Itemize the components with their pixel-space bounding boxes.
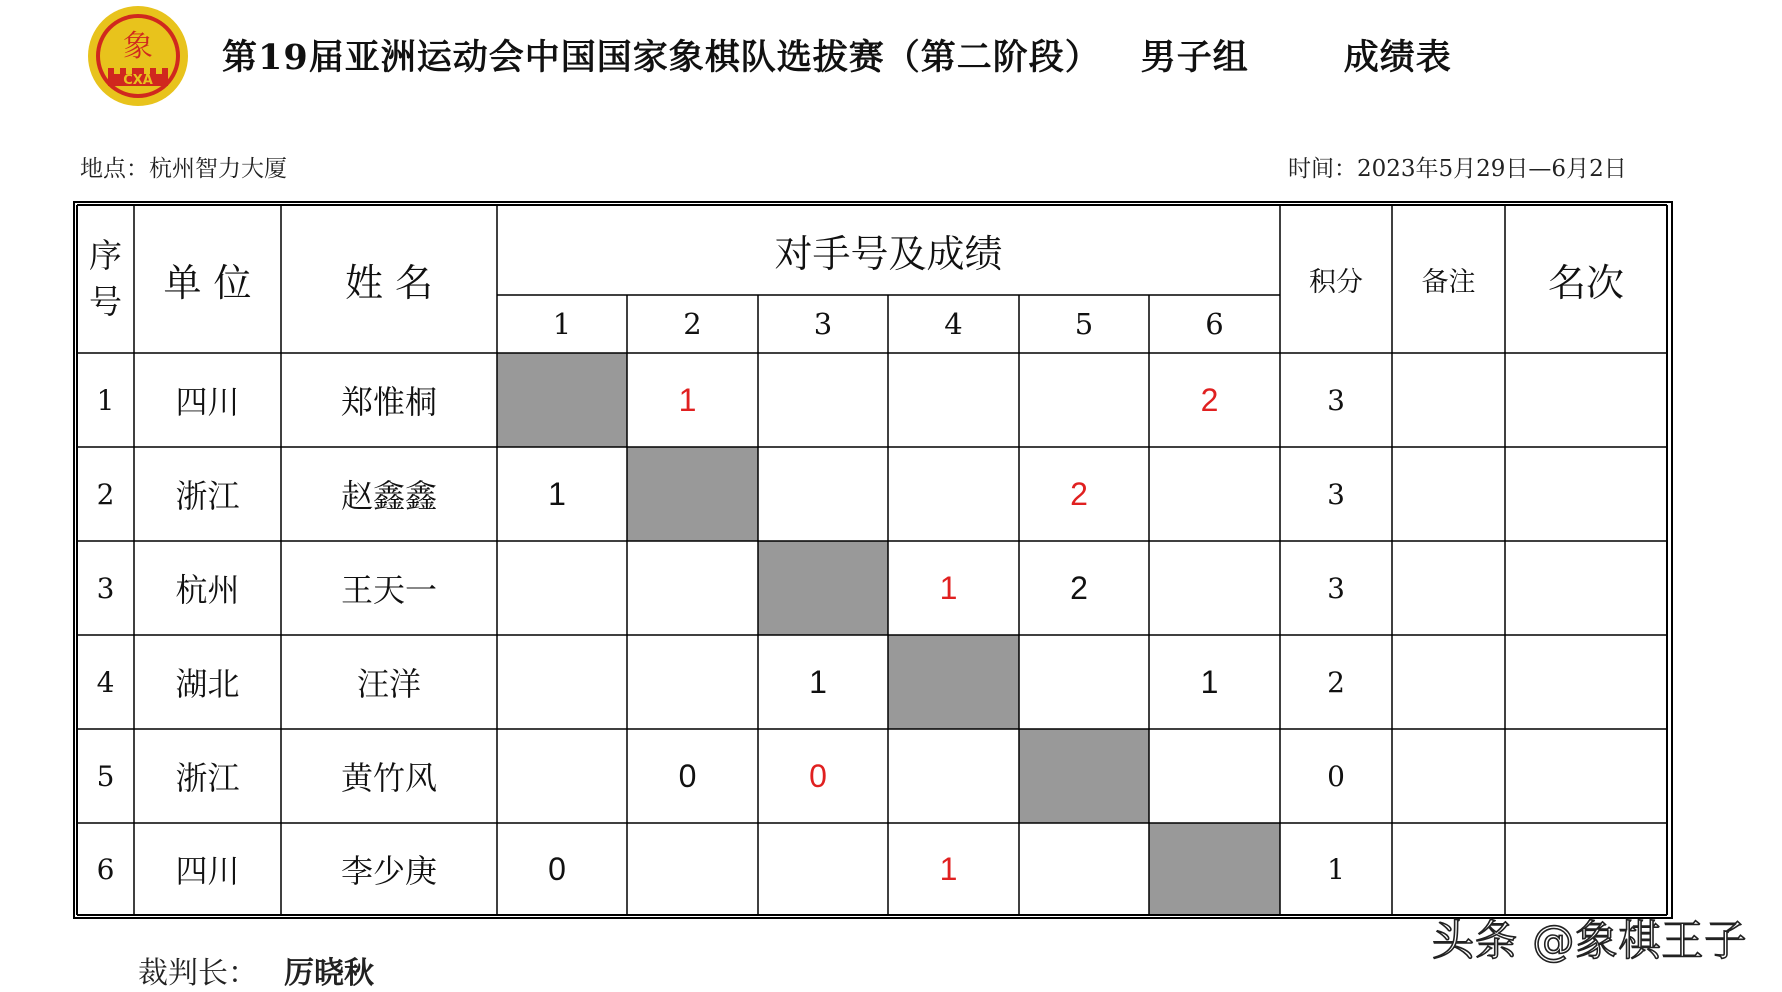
score-cell <box>1149 541 1280 635</box>
row-points: 0 <box>1327 759 1345 793</box>
score-cell: 2 <box>1070 569 1088 606</box>
row-rank <box>1505 823 1667 915</box>
score-cell <box>1149 729 1280 823</box>
title-type: 成绩表 <box>1343 37 1452 78</box>
header-name: 姓 名 <box>344 260 434 305</box>
chief-referee <box>138 948 374 992</box>
row-unit: 浙江 <box>175 759 240 797</box>
score-cell: 0 <box>678 757 697 794</box>
row-unit: 湖北 <box>175 665 240 703</box>
title-main: 第19届亚洲运动会中国国家象棋队选拔赛（第二阶段） <box>222 37 1101 78</box>
referee-label: 裁判长： <box>138 956 258 991</box>
row-player-name: 黄竹风 <box>340 759 437 797</box>
score-cell: 1 <box>678 381 697 418</box>
row-points: 2 <box>1327 665 1345 699</box>
row-unit: 四川 <box>175 852 240 890</box>
score-cell: 1 <box>1200 663 1219 700</box>
row-seq: 2 <box>96 477 115 511</box>
watermark-text: 头条 @象棋王子 <box>1432 916 1748 965</box>
row-unit: 浙江 <box>175 477 240 515</box>
header-notes: 备注 <box>1421 266 1476 298</box>
row-points: 3 <box>1327 571 1345 605</box>
row-rank <box>1505 447 1667 541</box>
score-cell <box>1019 729 1149 823</box>
row-notes <box>1392 729 1505 823</box>
score-cell: 1 <box>548 475 566 512</box>
referee-name: 厉晓秋 <box>284 956 374 991</box>
header-rank: 名次 <box>1547 260 1624 305</box>
row-notes <box>1392 541 1505 635</box>
score-cell: 2 <box>1200 381 1219 418</box>
row-rank <box>1505 541 1667 635</box>
header-opponent-number: 6 <box>1205 307 1224 341</box>
row-seq: 5 <box>96 759 115 793</box>
score-cell <box>758 823 888 915</box>
score-cell <box>497 541 627 635</box>
row-player-name: 郑惟桐 <box>340 383 437 421</box>
row-unit: 四川 <box>175 383 240 421</box>
row-notes <box>1392 353 1505 447</box>
row-player-name: 赵鑫鑫 <box>340 477 437 515</box>
title-group: 男子组 <box>1140 37 1249 78</box>
score-cell <box>627 447 758 541</box>
score-cell <box>497 729 627 823</box>
row-seq: 6 <box>96 852 115 886</box>
svg-text:CXA: CXA <box>123 73 153 88</box>
score-cell <box>888 447 1019 541</box>
score-cell <box>627 541 758 635</box>
score-cell <box>627 635 758 729</box>
row-notes <box>1392 447 1505 541</box>
row-seq: 1 <box>96 383 115 417</box>
header-opponent-number: 3 <box>813 307 833 341</box>
row-seq: 3 <box>96 571 115 605</box>
date-range-text: 时间：2023年5月29日—6月2日 <box>1288 156 1627 182</box>
row-rank <box>1505 729 1667 823</box>
score-cell <box>1149 823 1280 915</box>
score-cell <box>627 823 758 915</box>
score-cell <box>888 353 1019 447</box>
row-rank <box>1505 353 1667 447</box>
score-cell: 1 <box>939 850 958 887</box>
score-cell: 0 <box>548 850 566 887</box>
row-player-name: 汪洋 <box>356 665 421 703</box>
score-cell <box>1149 447 1280 541</box>
row-player-name: 李少庚 <box>340 852 437 890</box>
svg-text:象: 象 <box>123 29 153 64</box>
row-points: 3 <box>1327 477 1345 511</box>
header-unit: 单 位 <box>163 260 252 305</box>
row-unit: 杭州 <box>175 571 240 609</box>
row-notes <box>1392 635 1505 729</box>
header-opponent-number: 1 <box>552 307 572 341</box>
score-cell <box>497 353 627 447</box>
score-cell <box>1019 635 1149 729</box>
row-player-name: 王天一 <box>340 571 437 609</box>
header-points: 积分 <box>1309 266 1363 298</box>
header-seq-char: 号 <box>89 282 122 321</box>
score-cell <box>1019 353 1149 447</box>
score-cell <box>758 353 888 447</box>
header-opponent-number: 2 <box>683 307 702 341</box>
score-cell <box>758 447 888 541</box>
score-cell: 0 <box>809 757 827 794</box>
score-cell <box>758 541 888 635</box>
row-notes <box>1392 823 1505 915</box>
row-points: 1 <box>1327 852 1345 886</box>
score-cell: 2 <box>1070 475 1088 512</box>
header-seq <box>77 205 134 353</box>
header-opponents: 对手号及成绩 <box>774 231 1003 276</box>
header-opponent-number: 4 <box>944 307 963 341</box>
row-points: 3 <box>1327 383 1345 417</box>
score-cell <box>1019 823 1149 915</box>
row-rank <box>1505 635 1667 729</box>
row-seq: 4 <box>96 665 115 699</box>
score-cell <box>888 729 1019 823</box>
header-seq-char: 序 <box>89 236 122 275</box>
header-opponent-number: 5 <box>1074 307 1094 341</box>
location-text: 地点：杭州智力大厦 <box>80 156 287 182</box>
score-cell: 1 <box>939 569 958 606</box>
score-cell <box>888 635 1019 729</box>
score-cell <box>497 635 627 729</box>
score-cell: 1 <box>809 663 827 700</box>
